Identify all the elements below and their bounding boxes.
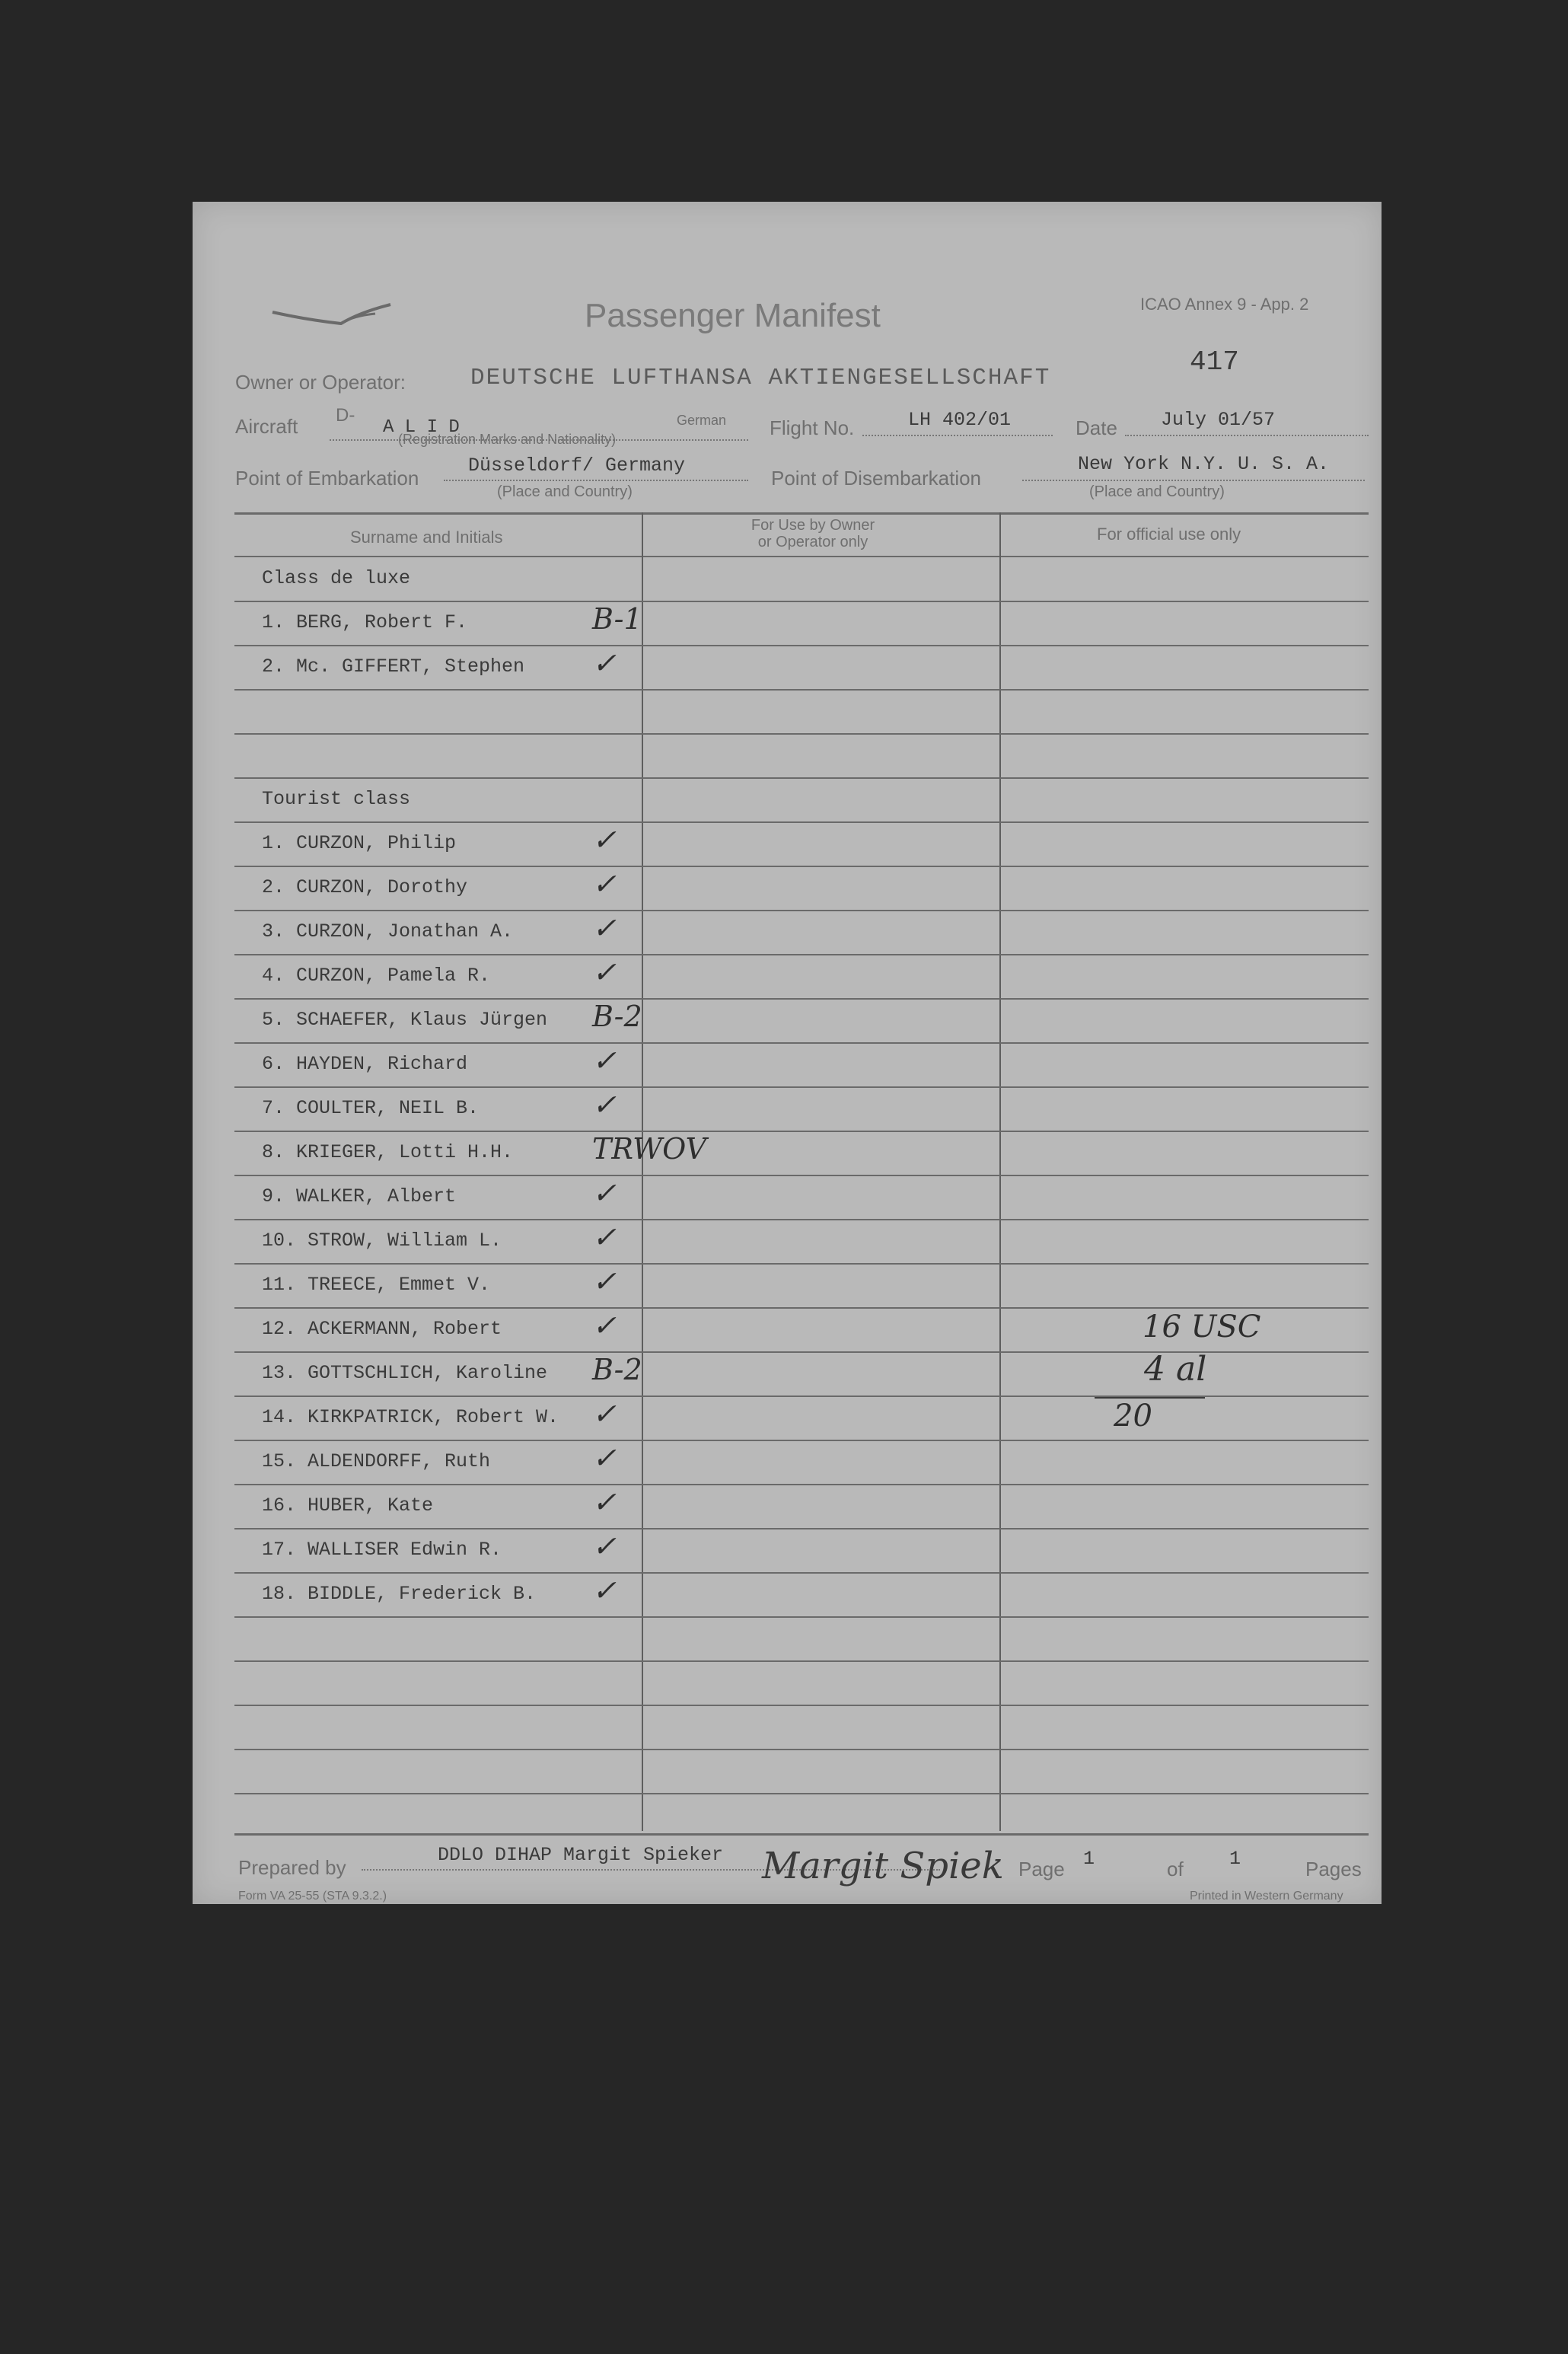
check-mark: ✓: [592, 1397, 617, 1431]
passenger-name: 18. BIDDLE, Frederick B.: [262, 1583, 537, 1605]
disembarkation-label: Point of Disembarkation: [771, 467, 982, 490]
check-mark: ✓: [592, 646, 617, 680]
table-row: [234, 1044, 1369, 1088]
disembarkation-hint: (Place and Country): [1089, 483, 1225, 500]
check-mark: ✓: [592, 823, 617, 856]
owner-label: Owner or Operator:: [235, 371, 406, 394]
check-mark: B-1: [592, 602, 642, 636]
passenger-name: 13. GOTTSCHLICH, Karoline: [262, 1362, 548, 1384]
check-mark: ✓: [592, 1088, 617, 1121]
table-row: [234, 1220, 1369, 1265]
check-mark: ✓: [592, 911, 617, 945]
prepared-label: Prepared by: [238, 1856, 346, 1879]
passenger-name: 2. Mc. GIFFERT, Stephen: [262, 655, 525, 678]
check-mark: ✓: [592, 867, 617, 901]
check-mark: B-2: [592, 1000, 642, 1033]
table-row: [234, 1176, 1369, 1220]
official-note-1: 16 USC: [1143, 1309, 1261, 1344]
table-row: [234, 691, 1369, 735]
passenger-name: 3. CURZON, Jonathan A.: [262, 920, 514, 943]
official-note-3: 20: [1114, 1399, 1152, 1434]
passenger-name: 1. CURZON, Philip: [262, 832, 457, 854]
passenger-name: 7. COULTER, NEIL B.: [262, 1097, 480, 1119]
table-row: [234, 1529, 1369, 1574]
form-reference: Form VA 25-55 (STA 9.3.2.): [238, 1890, 387, 1903]
airline-logo: [269, 297, 398, 339]
column-surname: Surname and Initials: [350, 528, 503, 547]
manifest-document: [193, 202, 1382, 1904]
table-row: [234, 955, 1369, 1000]
table-row: [234, 1000, 1369, 1044]
table-row: [234, 1132, 1369, 1176]
embarkation-value: Düsseldorf/ Germany: [468, 455, 686, 477]
embarkation-label: Point of Embarkation: [235, 467, 419, 490]
check-mark: ✓: [592, 1529, 617, 1563]
flight-number: LH 402/01: [908, 409, 1012, 431]
aircraft-label: Aircraft: [235, 415, 298, 438]
table-row: [234, 911, 1369, 955]
passenger-name: 16. HUBER, Kate: [262, 1494, 434, 1517]
table-row: [234, 558, 1369, 602]
manifest-number: 417: [1190, 346, 1239, 378]
passenger-name: 10. STROW, William L.: [262, 1230, 502, 1252]
check-mark: ✓: [592, 1309, 617, 1342]
check-mark: B-2: [592, 1353, 642, 1386]
of-label: of: [1167, 1858, 1184, 1880]
form-title: Passenger Manifest: [585, 297, 881, 334]
passenger-name: 11. TREECE, Emmet V.: [262, 1274, 491, 1296]
nationality: German: [677, 413, 727, 428]
pages-label: Pages: [1305, 1858, 1362, 1880]
signature: Margit Spiek: [762, 1845, 1004, 1887]
table-row: [234, 1574, 1369, 1618]
table-row: [234, 602, 1369, 646]
registration-hint: (Registration Marks and Nationality): [398, 432, 617, 447]
table-row: [234, 1265, 1369, 1309]
table-row: [234, 823, 1369, 867]
flight-label: Flight No.: [770, 416, 855, 439]
check-mark: ✓: [592, 1574, 617, 1607]
of-value: 1: [1229, 1848, 1241, 1870]
page-value: 1: [1083, 1848, 1095, 1870]
passenger-name: 14. KIRKPATRICK, Robert W.: [262, 1406, 559, 1428]
table-row: [234, 1485, 1369, 1529]
check-mark: TRWOV: [592, 1132, 707, 1166]
embarkation-hint: (Place and Country): [497, 483, 633, 500]
date-value: July 01/57: [1161, 409, 1276, 431]
column-official-use: For official use only: [1097, 525, 1241, 544]
aircraft-prefix: D-: [336, 405, 355, 426]
passenger-name: 4. CURZON, Pamela R.: [262, 965, 491, 987]
passenger-name: 8. KRIEGER, Lotti H.H.: [262, 1141, 514, 1163]
passenger-name: Tourist class: [262, 788, 411, 810]
passenger-name: 1. BERG, Robert F.: [262, 611, 468, 633]
table-row: [234, 1441, 1369, 1485]
passenger-name: 5. SCHAEFER, Klaus Jürgen: [262, 1009, 548, 1031]
date-label: Date: [1076, 416, 1117, 439]
check-mark: ✓: [592, 1220, 617, 1254]
passenger-name: 17. WALLISER Edwin R.: [262, 1539, 502, 1561]
table-row: [234, 1397, 1369, 1441]
table-row: [234, 779, 1369, 823]
icao-reference: ICAO Annex 9 - App. 2: [1140, 295, 1309, 314]
passenger-name: 9. WALKER, Albert: [262, 1185, 457, 1207]
check-mark: ✓: [592, 1485, 617, 1519]
table-row: [234, 735, 1369, 779]
table-row: [234, 867, 1369, 911]
check-mark: ✓: [592, 1265, 617, 1298]
table-row: [234, 646, 1369, 691]
passenger-name: Class de luxe: [262, 567, 411, 589]
passenger-name: 2. CURZON, Dorothy: [262, 876, 468, 898]
official-note-2: 4 al: [1144, 1350, 1207, 1389]
check-mark: ✓: [592, 1176, 617, 1210]
passenger-name: 12. ACKERMANN, Robert: [262, 1318, 502, 1340]
aircraft-registration: A L I D: [383, 417, 460, 438]
printed-in: Printed in Western Germany: [1190, 1890, 1343, 1903]
table-row: [234, 1088, 1369, 1132]
passenger-name: 15. ALDENDORFF, Ruth: [262, 1450, 491, 1472]
passenger-name: 6. HAYDEN, Richard: [262, 1053, 468, 1075]
column-operator-use: For Use by Owner or Operator only: [751, 517, 875, 550]
page-label: Page: [1018, 1858, 1065, 1880]
owner-value: DEUTSCHE LUFTHANSA AKTIENGESELLSCHAFT: [470, 365, 1051, 391]
check-mark: ✓: [592, 1044, 617, 1077]
check-mark: ✓: [592, 1441, 617, 1475]
disembarkation-value: New York N.Y. U. S. A.: [1078, 453, 1330, 475]
check-mark: ✓: [592, 955, 617, 989]
prepared-value: DDLO DIHAP Margit Spieker: [438, 1844, 724, 1866]
